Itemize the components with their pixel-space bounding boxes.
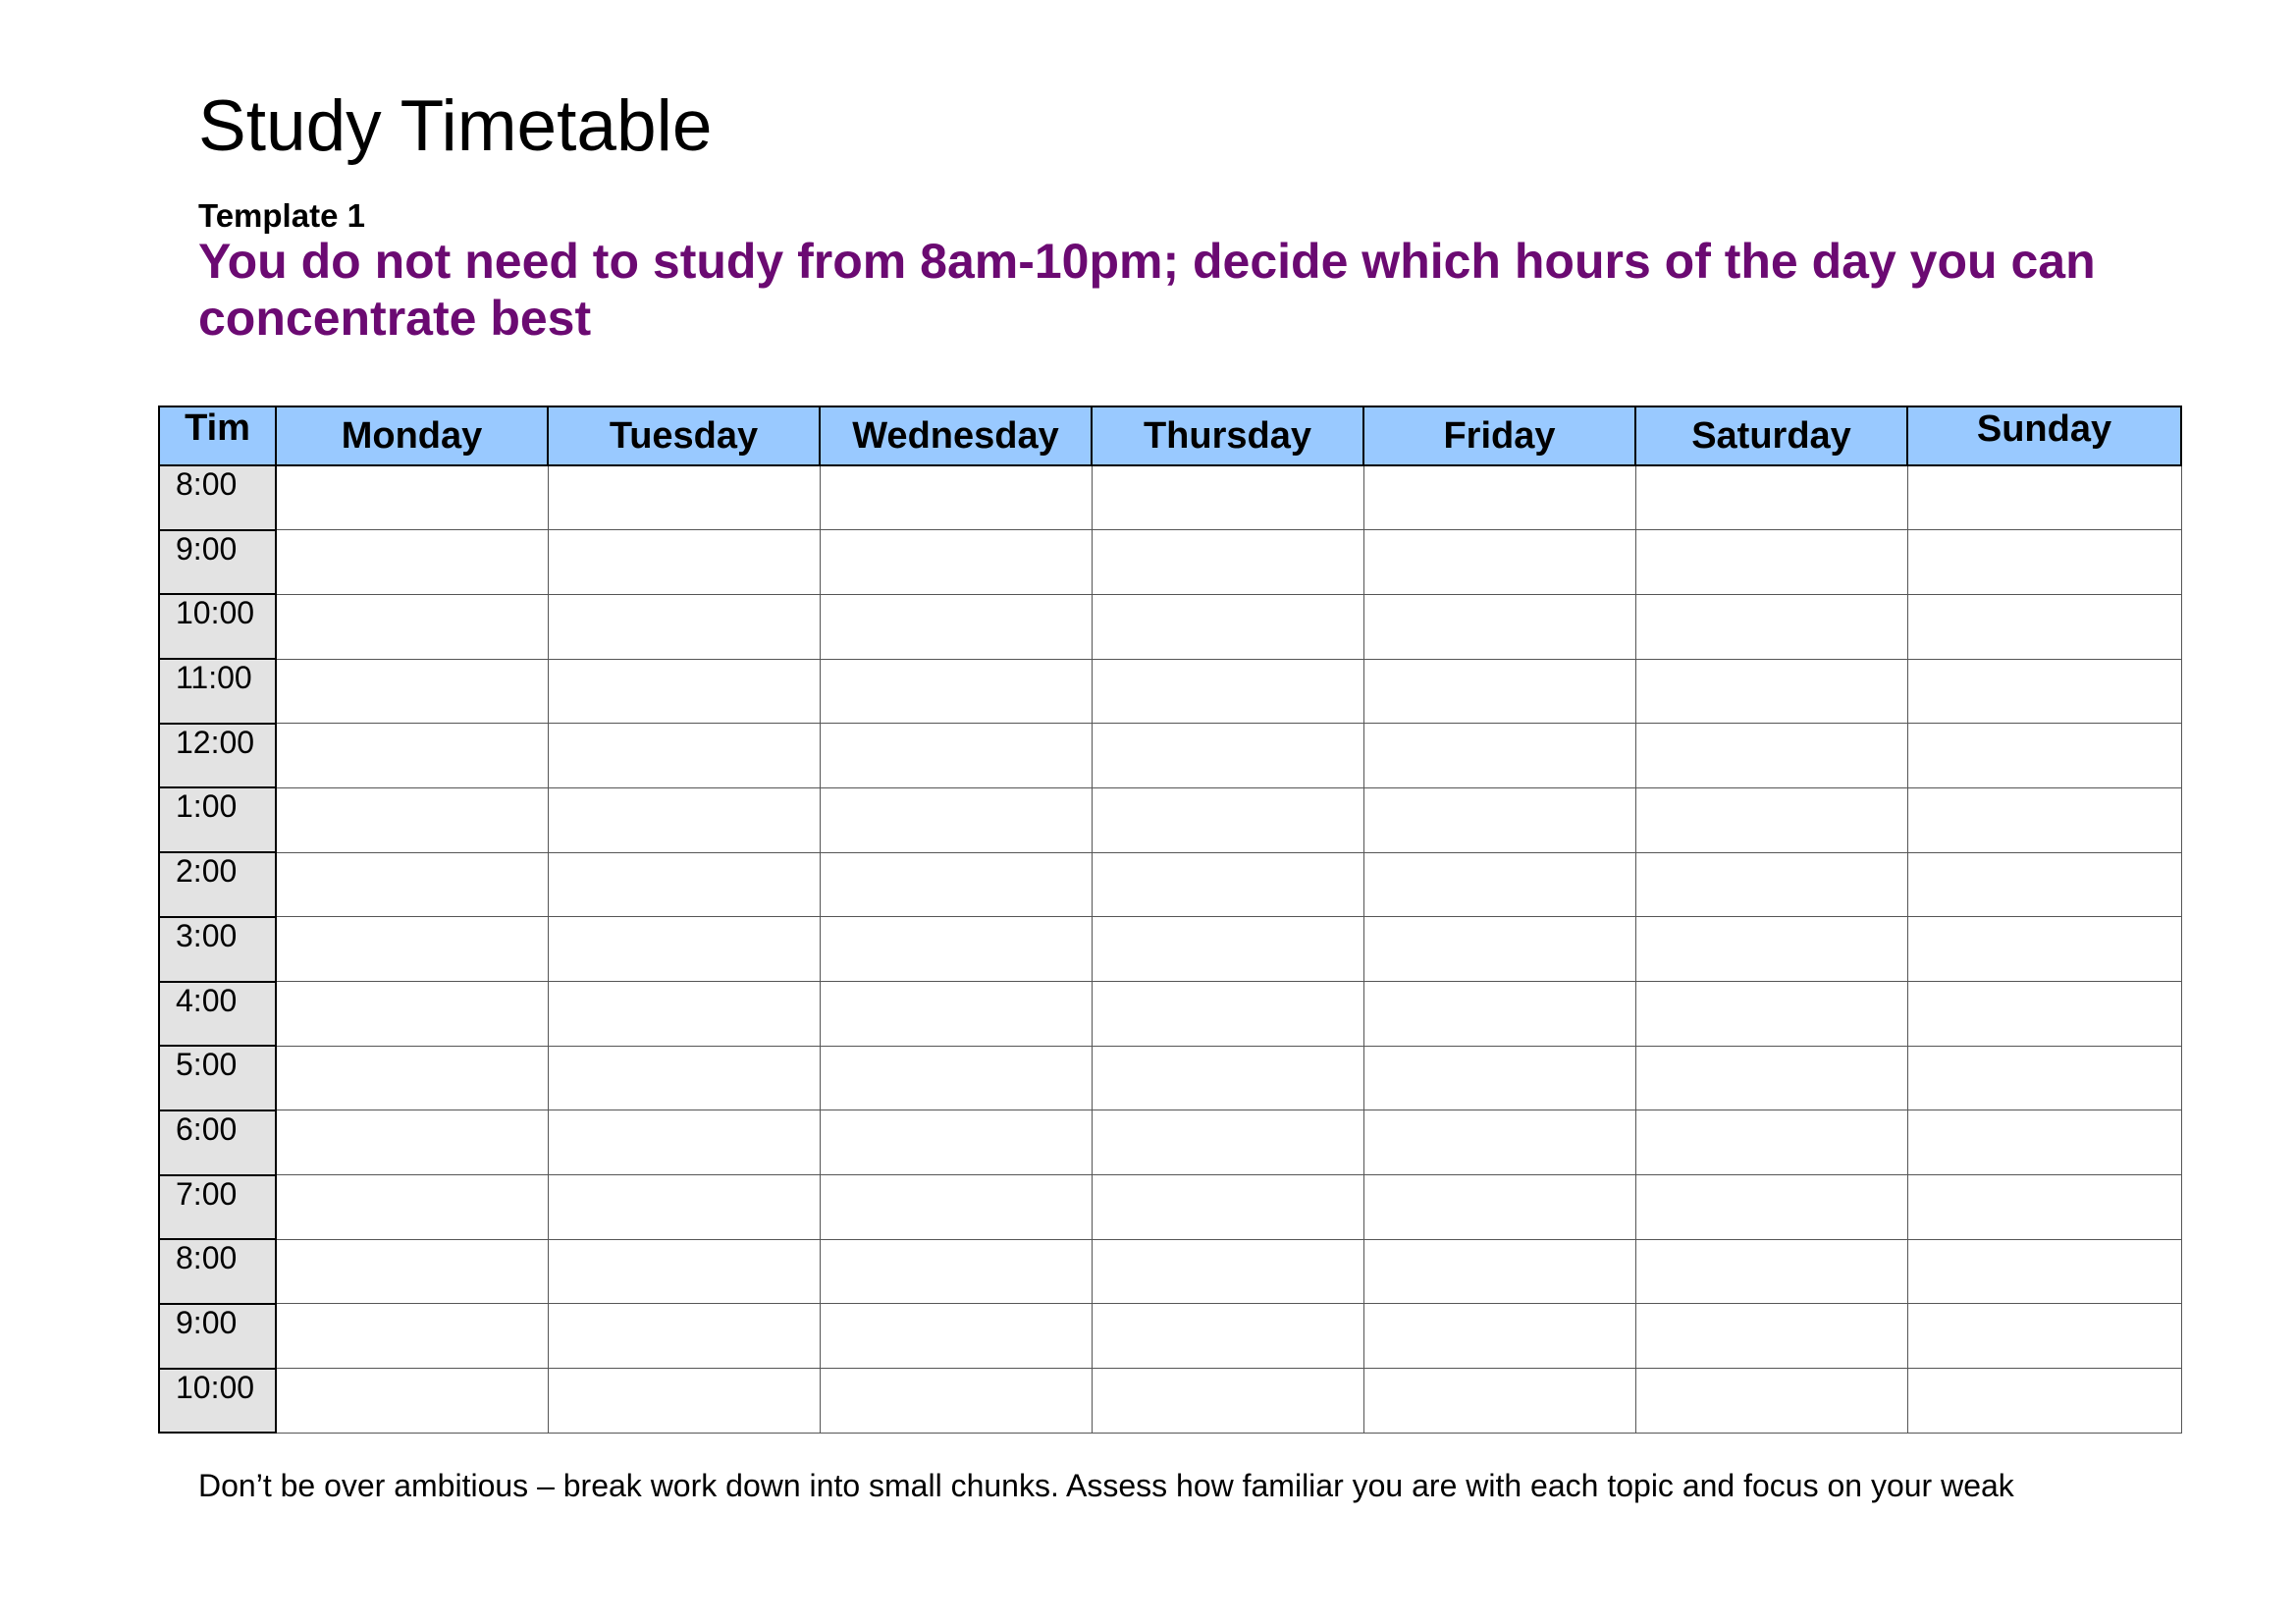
slot-friday[interactable]: [1363, 1369, 1635, 1434]
time-slot-label: 12:00: [159, 724, 276, 788]
slot-thursday[interactable]: [1092, 1175, 1363, 1240]
time-row: [159, 1046, 2181, 1110]
slot-tuesday[interactable]: [548, 1110, 820, 1175]
slot-sunday[interactable]: [1907, 1175, 2181, 1240]
slot-monday[interactable]: [276, 1175, 548, 1240]
slot-wednesday[interactable]: [820, 724, 1092, 788]
slot-friday[interactable]: [1363, 917, 1635, 982]
slot-wednesday[interactable]: [820, 982, 1092, 1047]
slot-wednesday[interactable]: [820, 852, 1092, 917]
slot-tuesday[interactable]: [548, 1046, 820, 1110]
slot-wednesday[interactable]: [820, 594, 1092, 659]
time-row: [159, 724, 2181, 788]
slot-tuesday[interactable]: [548, 1304, 820, 1369]
slot-wednesday[interactable]: [820, 1175, 1092, 1240]
slot-tuesday[interactable]: [548, 530, 820, 595]
slot-saturday[interactable]: [1635, 1369, 1907, 1434]
slot-monday[interactable]: [276, 594, 548, 659]
time-slot-label: 4:00: [159, 982, 276, 1047]
subheading: You do not need to study from 8am-10pm; decide which hours of the day you can concentrate best: [198, 234, 2096, 346]
day-header-sunday: Sunday: [1907, 406, 2181, 465]
slot-monday[interactable]: [276, 530, 548, 595]
slot-wednesday[interactable]: [820, 917, 1092, 982]
time-row: [159, 1175, 2181, 1240]
slot-saturday[interactable]: [1635, 1046, 1907, 1110]
slot-tuesday[interactable]: [548, 724, 820, 788]
slot-monday[interactable]: [276, 852, 548, 917]
slot-sunday[interactable]: [1907, 724, 2181, 788]
slot-saturday[interactable]: [1635, 530, 1907, 595]
slot-saturday[interactable]: [1635, 1110, 1907, 1175]
slot-wednesday[interactable]: [820, 1239, 1092, 1304]
slot-friday[interactable]: [1363, 659, 1635, 724]
slot-sunday[interactable]: [1907, 1046, 2181, 1110]
slot-sunday[interactable]: [1907, 1304, 2181, 1369]
slot-friday[interactable]: [1363, 594, 1635, 659]
slot-sunday[interactable]: [1907, 1239, 2181, 1304]
slot-friday[interactable]: [1363, 1046, 1635, 1110]
slot-monday[interactable]: [276, 724, 548, 788]
slot-sunday[interactable]: [1907, 1369, 2181, 1434]
slot-sunday[interactable]: [1907, 917, 2181, 982]
time-row: [159, 465, 2181, 530]
time-column-header: Tim: [159, 406, 276, 465]
slot-saturday[interactable]: [1635, 982, 1907, 1047]
slot-tuesday[interactable]: [548, 594, 820, 659]
slot-friday[interactable]: [1363, 530, 1635, 595]
slot-thursday[interactable]: [1092, 659, 1363, 724]
slot-friday[interactable]: [1363, 1175, 1635, 1240]
slot-tuesday[interactable]: [548, 1369, 820, 1434]
slot-friday[interactable]: [1363, 1239, 1635, 1304]
slot-thursday[interactable]: [1092, 1110, 1363, 1175]
time-slot-label: 8:00: [159, 465, 276, 530]
time-row: [159, 659, 2181, 724]
slot-thursday[interactable]: [1092, 787, 1363, 852]
slot-monday[interactable]: [276, 917, 548, 982]
time-row: [159, 917, 2181, 982]
slot-monday[interactable]: [276, 1369, 548, 1434]
time-row: [159, 1304, 2181, 1369]
slot-monday[interactable]: [276, 1046, 548, 1110]
slot-monday[interactable]: [276, 659, 548, 724]
header-row: [159, 406, 2181, 465]
slot-saturday[interactable]: [1635, 465, 1907, 530]
slot-sunday[interactable]: [1907, 852, 2181, 917]
slot-saturday[interactable]: [1635, 1239, 1907, 1304]
slot-tuesday[interactable]: [548, 787, 820, 852]
slot-friday[interactable]: [1363, 982, 1635, 1047]
slot-friday[interactable]: [1363, 465, 1635, 530]
slot-sunday[interactable]: [1907, 982, 2181, 1047]
timetable: [158, 406, 2182, 1434]
slot-monday[interactable]: [276, 982, 548, 1047]
slot-thursday[interactable]: [1092, 530, 1363, 595]
slot-wednesday[interactable]: [820, 465, 1092, 530]
slot-friday[interactable]: [1363, 1304, 1635, 1369]
slot-wednesday[interactable]: [820, 1046, 1092, 1110]
slot-wednesday[interactable]: [820, 659, 1092, 724]
slot-tuesday[interactable]: [548, 982, 820, 1047]
day-header-friday: Friday: [1363, 406, 1635, 465]
time-slot-label: 3:00: [159, 917, 276, 982]
slot-tuesday[interactable]: [548, 465, 820, 530]
slot-sunday[interactable]: [1907, 530, 2181, 595]
slot-sunday[interactable]: [1907, 787, 2181, 852]
slot-wednesday[interactable]: [820, 1304, 1092, 1369]
time-slot-label: 7:00: [159, 1175, 276, 1240]
page-title: Study Timetable: [198, 86, 713, 166]
time-slot-label: 10:00: [159, 594, 276, 659]
slot-thursday[interactable]: [1092, 594, 1363, 659]
time-row: [159, 787, 2181, 852]
time-slot-label: 1:00: [159, 787, 276, 852]
slot-monday[interactable]: [276, 465, 548, 530]
slot-thursday[interactable]: [1092, 465, 1363, 530]
slot-saturday[interactable]: [1635, 852, 1907, 917]
slot-tuesday[interactable]: [548, 852, 820, 917]
slot-saturday[interactable]: [1635, 917, 1907, 982]
slot-thursday[interactable]: [1092, 982, 1363, 1047]
slot-wednesday[interactable]: [820, 530, 1092, 595]
slot-thursday[interactable]: [1092, 1239, 1363, 1304]
slot-saturday[interactable]: [1635, 1175, 1907, 1240]
slot-friday[interactable]: [1363, 724, 1635, 788]
time-row: [159, 1110, 2181, 1175]
slot-sunday[interactable]: [1907, 1110, 2181, 1175]
template-label: Template 1: [198, 197, 365, 234]
time-slot-label: 9:00: [159, 530, 276, 595]
day-header-tuesday: Tuesday: [548, 406, 820, 465]
slot-friday[interactable]: [1363, 1110, 1635, 1175]
time-row: [159, 594, 2181, 659]
time-row: [159, 852, 2181, 917]
time-slot-label: 8:00: [159, 1239, 276, 1304]
slot-sunday[interactable]: [1907, 465, 2181, 530]
day-header-wednesday: Wednesday: [820, 406, 1092, 465]
time-slot-label: 5:00: [159, 1046, 276, 1110]
slot-saturday[interactable]: [1635, 724, 1907, 788]
slot-monday[interactable]: [276, 1304, 548, 1369]
slot-thursday[interactable]: [1092, 1046, 1363, 1110]
slot-thursday[interactable]: [1092, 724, 1363, 788]
slot-monday[interactable]: [276, 1110, 548, 1175]
slot-sunday[interactable]: [1907, 659, 2181, 724]
footer-note: Don’t be over ambitious – break work down into small chunks. Assess how familiar you are with each topic and focus on your weak: [198, 1468, 2014, 1503]
slot-saturday[interactable]: [1635, 659, 1907, 724]
slot-friday[interactable]: [1363, 787, 1635, 852]
slot-tuesday[interactable]: [548, 659, 820, 724]
day-header-saturday: Saturday: [1635, 406, 1907, 465]
slot-wednesday[interactable]: [820, 787, 1092, 852]
slot-monday[interactable]: [276, 1239, 548, 1304]
slot-friday[interactable]: [1363, 852, 1635, 917]
slot-tuesday[interactable]: [548, 1239, 820, 1304]
time-row: [159, 982, 2181, 1047]
slot-thursday[interactable]: [1092, 1369, 1363, 1434]
slot-wednesday[interactable]: [820, 1369, 1092, 1434]
slot-thursday[interactable]: [1092, 1304, 1363, 1369]
time-row: [159, 1239, 2181, 1304]
slot-saturday[interactable]: [1635, 594, 1907, 659]
slot-thursday[interactable]: [1092, 917, 1363, 982]
time-slot-label: 2:00: [159, 852, 276, 917]
time-row: [159, 1369, 2181, 1434]
slot-wednesday[interactable]: [820, 1110, 1092, 1175]
slot-saturday[interactable]: [1635, 787, 1907, 852]
time-slot-label: 9:00: [159, 1304, 276, 1369]
slot-sunday[interactable]: [1907, 594, 2181, 659]
time-row: [159, 530, 2181, 595]
slot-thursday[interactable]: [1092, 852, 1363, 917]
time-slot-label: 11:00: [159, 659, 276, 724]
slot-tuesday[interactable]: [548, 1175, 820, 1240]
time-slot-label: 6:00: [159, 1110, 276, 1175]
day-header-thursday: Thursday: [1092, 406, 1363, 465]
slot-tuesday[interactable]: [548, 917, 820, 982]
time-slot-label: 10:00: [159, 1369, 276, 1434]
slot-saturday[interactable]: [1635, 1304, 1907, 1369]
slot-monday[interactable]: [276, 787, 548, 852]
day-header-monday: Monday: [276, 406, 548, 465]
